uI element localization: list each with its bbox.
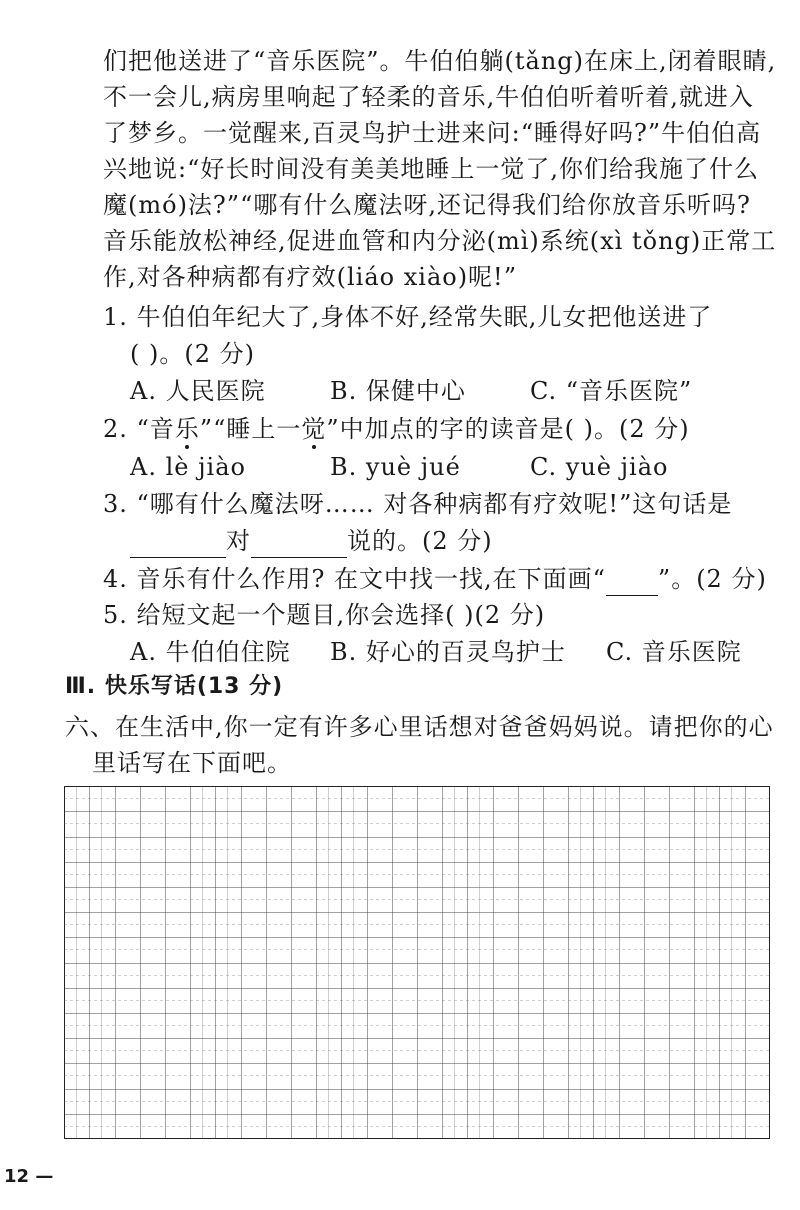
question-1-text: 1. 牛伯伯年纪大了,身体不好,经常失眠,儿女把他送进了 [103, 303, 713, 331]
option-c[interactable]: C. 音乐医院 [606, 638, 742, 666]
question-3-end: 说的。(2 分) [347, 527, 493, 555]
question-2-mid: ”“睡上一 [199, 415, 302, 443]
question-2-prefix: 2. “音 [103, 415, 175, 443]
question-3-fill-line [130, 524, 800, 558]
listener-blank[interactable] [251, 531, 347, 558]
passage-line: 音乐能放松神经,促进血管和内分泌(mì)系统(xì tǒng)正常工 [103, 227, 777, 255]
passage-line: 兴地说:“好长时间没有美美地睡上一觉了,你们给我施了什么 [103, 155, 759, 183]
option-b[interactable]: B. yuè jué [330, 453, 461, 481]
question-4-prompt: 4. 音乐有什么作用? 在文中找一找,在下面画“ [103, 565, 606, 593]
writing-grid-guides [64, 786, 770, 1139]
question-3-text: 3. “哪有什么魔法呀…… 对各种病都有疗效呢!”这句话是 [103, 490, 733, 518]
writing-task-prompt: 六、在生活中,你一定有许多心里话想对爸爸妈妈说。请把你的心 [65, 713, 774, 741]
question-5-text[interactable]: 5. 给短文起一个题目,你会选择( )(2 分) [103, 601, 546, 629]
passage-line: 不一会儿,病房里响起了轻柔的音乐,牛伯伯听着听着,就进入 [103, 83, 754, 111]
question-4-text [103, 562, 783, 596]
speaker-blank[interactable] [130, 531, 226, 558]
passage-line: 们把他送进了“音乐医院”。牛伯伯躺(tǎng)在床上,闭着眼睛, [103, 47, 777, 75]
option-b[interactable]: B. 好心的百灵鸟护士 [330, 638, 566, 666]
question-1-answer-blank[interactable]: ( )。(2 分) [130, 340, 255, 368]
section-heading: Ⅲ. 快乐写话(13 分) [65, 674, 284, 699]
dotted-char: 乐 [174, 415, 200, 443]
option-a[interactable]: A. lè jiào [130, 453, 246, 481]
question-2-suffix[interactable]: ”中加点的字的读音是( )。(2 分) [326, 415, 690, 443]
option-c[interactable]: C. “音乐医院” [530, 377, 693, 405]
writing-task-prompt-cont: 里话写在下面吧。 [92, 749, 292, 777]
question-3-dui: 对 [226, 527, 251, 555]
dotted-char: 觉 [301, 415, 327, 443]
option-a[interactable]: A. 牛伯伯住院 [130, 638, 291, 666]
question-2-text [103, 412, 783, 446]
option-a[interactable]: A. 人民医院 [130, 377, 266, 405]
passage-line: 了梦乡。一觉醒来,百灵鸟护士进来问:“睡得好吗?”牛伯伯高 [103, 119, 762, 147]
option-c[interactable]: C. yuè jiào [530, 453, 669, 481]
passage-line: 魔(mó)法?”“哪有什么魔法呀,还记得我们给你放音乐听吗? [103, 191, 751, 219]
underline-sample [606, 573, 658, 596]
passage-line: 作,对各种病都有疗效(liáo xiào)呢!” [103, 263, 517, 291]
question-4-end: ”。(2 分) [657, 565, 767, 593]
option-b[interactable]: B. 保健中心 [330, 377, 466, 405]
page-number: 12 — [4, 1166, 54, 1187]
